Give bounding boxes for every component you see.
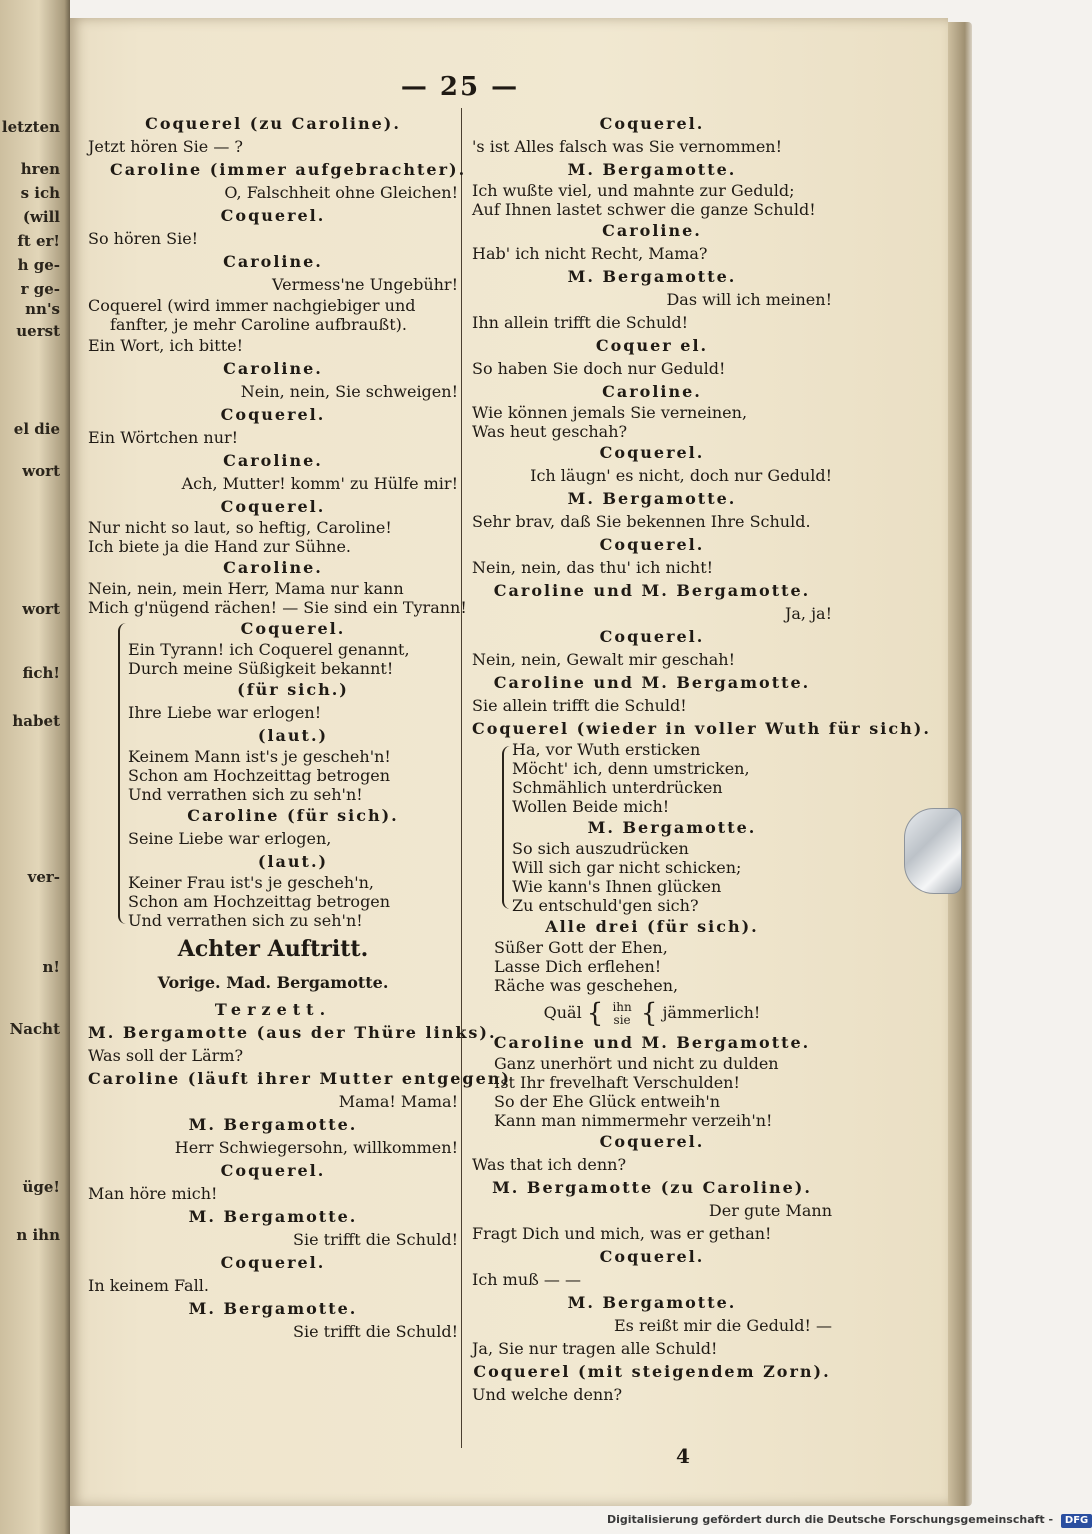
- stage-direction: (laut.): [257, 726, 329, 745]
- speaker-line: Coquerel.: [220, 1253, 326, 1272]
- verse-line: Schmählich unterdrücken: [512, 778, 723, 797]
- verse-line: Nein, nein, Sie schweigen!: [240, 382, 458, 401]
- verse-line: Es reißt mir die Geduld! —: [613, 1316, 832, 1335]
- verse-line: Ich biete ja die Hand zur Sühne.: [88, 537, 352, 556]
- speaker-line: Coquerel.: [220, 1161, 326, 1180]
- speaker-line: Caroline und M. Bergamotte.: [493, 581, 811, 600]
- speaker-line: Caroline.: [223, 359, 323, 378]
- speaker-line: M. Bergamotte.: [188, 1299, 358, 1318]
- margin-fragment: r ge-: [20, 280, 60, 298]
- quaal-pre: Quäl: [543, 1003, 582, 1022]
- speaker-line: Caroline (läuft ihrer Mutter entgegen): [88, 1069, 511, 1088]
- speaker-line: Coquerel.: [599, 1132, 705, 1151]
- verse-line: Räche was geschehen,: [494, 976, 679, 995]
- text-line: Nein, nein, das thu' ich nicht!: [472, 558, 714, 577]
- speaker-line: M. Bergamotte.: [188, 1115, 358, 1134]
- verse-line: fanfter, je mehr Caroline aufbraußt).: [110, 315, 407, 334]
- verse-line: Keiner Frau ist's je gescheh'n,: [128, 873, 375, 892]
- verse-line: O, Falschheit ohne Gleichen!: [224, 183, 458, 202]
- text-line: Sie allein trifft die Schuld!: [472, 696, 687, 715]
- stage-direction: (für sich.): [237, 680, 349, 699]
- quaal-top: ihn: [612, 999, 632, 1014]
- verse-line: Schon am Hochzeittag betrogen: [128, 766, 391, 785]
- speaker-line: Caroline.: [223, 252, 323, 271]
- margin-fragment: ft er!: [17, 232, 60, 250]
- verse-line: Coquerel (wird immer nachgiebiger und: [88, 296, 416, 315]
- verse-line: Ein Tyrann! ich Coquerel genannt,: [128, 640, 410, 659]
- speaker-line: Coquerel.: [220, 206, 326, 225]
- speaker-line: Coquerel.: [240, 619, 346, 638]
- verse-line: Ach, Mutter! komm' zu Hülfe mir!: [181, 474, 458, 493]
- left-ensemble-block: [88, 617, 458, 930]
- quaal-bottom: sie: [613, 1012, 631, 1027]
- speaker-line: M. Bergamotte.: [567, 489, 737, 508]
- verse-line: Ha, vor Wuth ersticken: [512, 740, 701, 759]
- verse-line: Ich läugn' es nicht, doch nur Geduld!: [530, 466, 832, 485]
- speaker-line: M. Bergamotte.: [567, 160, 737, 179]
- verse-line: Sie trifft die Schuld!: [293, 1322, 458, 1341]
- footer-credit: [607, 1510, 1089, 1530]
- speaker-line: Caroline (immer aufgebrachter).: [110, 160, 467, 179]
- text-line: Sehr brav, daß Sie bekennen Ihre Schuld.: [472, 512, 811, 531]
- text-line: Fragt Dich und mich, was er gethan!: [472, 1224, 772, 1243]
- verse-line: Süßer Gott der Ehen,: [494, 938, 668, 957]
- verse-line: Der gute Mann: [708, 1201, 832, 1220]
- margin-fragment: wort: [22, 600, 60, 618]
- text-line: Man höre mich!: [88, 1184, 218, 1203]
- quaal-choice: [612, 1001, 631, 1027]
- margin-fragment: letzten: [1, 118, 60, 136]
- margin-fragment: h ge-: [17, 256, 60, 274]
- scene-persons: Vorige. Mad. Bergamotte.: [157, 973, 389, 992]
- margin-fragment: el die: [13, 420, 60, 438]
- speaker-line: M. Bergamotte.: [567, 1293, 737, 1312]
- verse-line: Herr Schwiegersohn, willkommen!: [174, 1138, 458, 1157]
- text-line: Ein Wort, ich bitte!: [88, 336, 244, 355]
- verse-line: So sich auszudrücken: [512, 839, 689, 858]
- text-line: 's ist Alles falsch was Sie vernommen!: [472, 137, 783, 156]
- page-number: — 25 —: [400, 72, 520, 102]
- brace-open: {: [586, 998, 604, 1029]
- margin-fragment: (will: [22, 208, 60, 226]
- quaal-post: jämmerlich!: [662, 1003, 761, 1022]
- page-clip: [904, 808, 962, 894]
- verse-line: Wie kann's Ihnen glücken: [512, 877, 722, 896]
- text-line: Ich muß — —: [472, 1270, 582, 1289]
- verse-line: Nur nicht so laut, so heftig, Caroline!: [88, 518, 392, 537]
- speaker-line: Caroline.: [602, 221, 702, 240]
- verse-line: Und verrathen sich zu seh'n!: [128, 785, 363, 804]
- verse-line: Kann man nimmermehr verzeih'n!: [494, 1111, 773, 1130]
- verse-line: Mich g'nügend rächen! — Sie sind ein Tyrann!: [88, 598, 467, 617]
- speaker-line: M. Bergamotte.: [587, 818, 757, 837]
- text-line: Und welche denn?: [472, 1385, 623, 1404]
- footer-text: Digitalisierung gefördert durch die Deutsche Forschungsgemeinschaft -: [607, 1513, 1054, 1526]
- verse-line: Sie trifft die Schuld!: [293, 1230, 458, 1249]
- speaker-line: Coquerel.: [220, 497, 326, 516]
- speaker-line: Coquerel (mit steigendem Zorn).: [473, 1362, 831, 1381]
- text-line: Ihre Liebe war erlogen!: [128, 703, 322, 722]
- margin-fragment: uerst: [16, 322, 60, 340]
- verse-line: Ganz unerhört und nicht zu dulden: [494, 1054, 779, 1073]
- text-line: Ihn allein trifft die Schuld!: [472, 313, 689, 332]
- column-divider: [461, 108, 462, 1448]
- previous-page-edge: [0, 0, 70, 1534]
- speaker-line: Caroline und M. Bergamotte.: [493, 1033, 811, 1052]
- scene-heading: Achter Auftritt.: [177, 936, 369, 962]
- speaker-line: Coquerel.: [599, 1247, 705, 1266]
- verse-line: Nein, nein, mein Herr, Mama nur kann: [88, 579, 404, 598]
- text-line: So haben Sie doch nur Geduld!: [472, 359, 726, 378]
- left-column: [88, 112, 511, 1343]
- margin-fragment: üge!: [22, 1178, 60, 1196]
- number-title: Terzett.: [214, 1000, 332, 1019]
- verse-line: Durch meine Süßigkeit bekannt!: [128, 659, 394, 678]
- speaker-line: Caroline (für sich).: [187, 806, 399, 825]
- margin-fragment: n ihn: [16, 1226, 60, 1244]
- text-line: In keinem Fall.: [88, 1276, 209, 1295]
- text-line: Hab' ich nicht Recht, Mama?: [472, 244, 708, 263]
- verse-line: Vermess'ne Ungebühr!: [272, 275, 458, 294]
- speaker-line: Caroline.: [602, 382, 702, 401]
- verse-line: Ja, ja!: [784, 604, 832, 623]
- verse-line: Ist Ihr frevelhaft Verschulden!: [494, 1073, 740, 1092]
- page-stack-edge: [948, 22, 972, 1506]
- verse-line: Keinem Mann ist's je gescheh'n!: [128, 747, 391, 766]
- brace-close: {: [640, 998, 658, 1029]
- margin-fragment: fich!: [22, 664, 60, 682]
- speaker-line: Coquerel.: [599, 114, 705, 133]
- brace-left: [118, 623, 128, 924]
- margin-fragment: n!: [42, 958, 60, 976]
- signature-mark: 4: [676, 1444, 690, 1468]
- margin-fragment: hren: [20, 160, 60, 178]
- text-line: Nein, nein, Gewalt mir geschah!: [472, 650, 736, 669]
- verse-line: Und verrathen sich zu seh'n!: [128, 911, 363, 930]
- speaker-line: Caroline.: [223, 558, 323, 577]
- speaker-line: Coquerel (wieder in voller Wuth für sich).: [472, 719, 931, 738]
- speaker-line: Coquerel.: [220, 405, 326, 424]
- speaker-line: M. Bergamotte (aus der Thüre links).: [88, 1023, 497, 1042]
- verse-line: Lasse Dich erflehen!: [494, 957, 662, 976]
- verse-line: Zu entschuld'gen sich?: [512, 896, 699, 915]
- text-line: Jetzt hören Sie — ?: [88, 137, 243, 156]
- quaal-line: [472, 995, 832, 1031]
- verse-line: Mama! Mama!: [338, 1092, 458, 1111]
- margin-fragment: wort: [22, 462, 60, 480]
- speaker-line: Caroline und M. Bergamotte.: [493, 673, 811, 692]
- text-line: Was soll der Lärm?: [88, 1046, 244, 1065]
- speaker-line: Coquerel.: [599, 535, 705, 554]
- right-ensemble-block: [472, 740, 832, 915]
- speaker-line: M. Bergamotte (zu Caroline).: [492, 1178, 812, 1197]
- verse-line: So der Ehe Glück entweih'n: [494, 1092, 721, 1111]
- verse-line: Ich wußte viel, und mahnte zur Geduld;: [472, 181, 795, 200]
- margin-fragment: Nacht: [9, 1020, 60, 1038]
- speaker-line: Caroline.: [223, 451, 323, 470]
- text-line: Seine Liebe war erlogen,: [128, 829, 332, 848]
- speaker-line: Coquerel.: [599, 443, 705, 462]
- speaker-line: Alle drei (für sich).: [545, 917, 759, 936]
- margin-fragment: habet: [12, 712, 60, 730]
- stage-direction: (laut.): [257, 852, 329, 871]
- verse-line: Möcht' ich, denn umstricken,: [512, 759, 750, 778]
- verse-line: Will sich gar nicht schicken;: [512, 858, 742, 877]
- verse-line: Wie können jemals Sie verneinen,: [472, 403, 748, 422]
- right-column: [472, 112, 931, 1406]
- speaker-line: M. Bergamotte.: [188, 1207, 358, 1226]
- speaker-line: Coquerel.: [599, 627, 705, 646]
- text-line: So hören Sie!: [88, 229, 199, 248]
- verse-line: Das will ich meinen!: [666, 290, 832, 309]
- speaker-line: Coquerel (zu Caroline).: [145, 114, 401, 133]
- dfg-logo: DFG: [1061, 1514, 1092, 1528]
- text-line: Ein Wörtchen nur!: [88, 428, 239, 447]
- verse-line: Schon am Hochzeittag betrogen: [128, 892, 391, 911]
- text-line: Was that ich denn?: [472, 1155, 627, 1174]
- speaker-line: Coquer el.: [595, 336, 709, 355]
- verse-line: Wollen Beide mich!: [512, 797, 670, 816]
- verse-line: Was heut geschah?: [472, 422, 628, 441]
- speaker-line: M. Bergamotte.: [567, 267, 737, 286]
- text-line: Ja, Sie nur tragen alle Schuld!: [472, 1339, 718, 1358]
- brace-right: [502, 746, 512, 909]
- margin-fragment: nn's: [25, 300, 60, 318]
- margin-fragment: ver-: [27, 868, 60, 886]
- verse-line: Auf Ihnen lastet schwer die ganze Schuld!: [472, 200, 816, 219]
- margin-fragment: s ich: [20, 184, 60, 202]
